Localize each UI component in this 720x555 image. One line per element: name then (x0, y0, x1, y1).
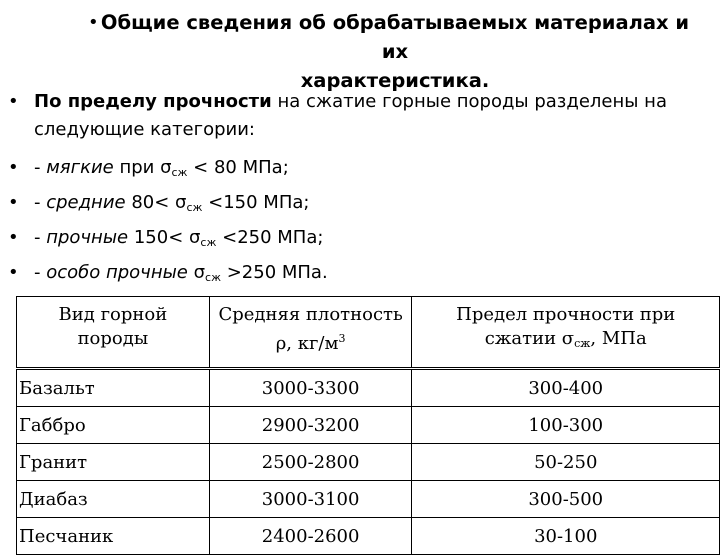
bullet-item-extra-strong (0, 258, 720, 287)
bullet-list (0, 88, 720, 293)
bullet-suffix: <150 МПа; (202, 192, 310, 213)
intro-text-2: следующие категории: (34, 119, 255, 140)
header-rock-type (17, 297, 210, 369)
bullet-mid: при σ (113, 157, 172, 178)
header-text-part: сжатии σ (484, 328, 575, 349)
header-text: Предел прочности при (456, 304, 676, 325)
bullet-suffix: >250 МПа. (220, 262, 328, 283)
table-header-row (17, 297, 720, 369)
strength-value: 50-250 (412, 444, 720, 481)
density-value: 2900-3200 (209, 407, 412, 444)
bullet-item-medium (0, 188, 720, 217)
bullet-item-intro (0, 88, 720, 144)
header-strength (412, 297, 720, 369)
category-name: средние (46, 192, 126, 213)
bullet-mid: σ (187, 262, 206, 283)
header-text: Средняя плотность (218, 304, 403, 325)
bullet-dot: • (8, 192, 19, 213)
title-bullet: • (88, 12, 99, 33)
page-title (30, 8, 700, 95)
header-sup: 3 (338, 332, 346, 345)
header-text (210, 327, 412, 356)
table-row (17, 481, 720, 518)
density-value: 2500-2800 (209, 444, 412, 481)
bullet-sub: сж (205, 271, 221, 284)
slide-title (30, 8, 700, 95)
bullet-prefix: - (34, 262, 47, 283)
table-row (17, 518, 720, 555)
title-line-1: Общие сведения об обрабатываемых материалах и их (100, 11, 690, 63)
strength-value: 300-500 (412, 481, 720, 518)
bullet-dot: • (8, 91, 19, 112)
bullet-sub: сж (200, 236, 217, 249)
bullet-prefix: - (34, 227, 47, 248)
title-line-2: характеристика. (300, 69, 490, 92)
bullet-dot: • (8, 262, 19, 283)
strength-value: 30-100 (412, 518, 720, 555)
table-row (17, 444, 720, 481)
bullet-suffix: <250 МПа; (216, 227, 324, 248)
bullet-dot: • (8, 227, 19, 248)
strength-value: 300-400 (412, 369, 720, 407)
density-value: 3000-3100 (209, 481, 412, 518)
header-text: Вид горной (58, 304, 168, 325)
density-value: 2400-2600 (209, 518, 412, 555)
rock-name: Гранит (17, 444, 210, 481)
category-name: особо прочные (46, 262, 188, 283)
table-row (17, 407, 720, 444)
header-text-part: , МПа (590, 328, 647, 349)
header-sub: сж (574, 337, 591, 350)
rock-name: Песчаник (17, 518, 210, 555)
bullet-item-strong (0, 223, 720, 252)
rock-name: Габбро (17, 407, 210, 444)
bullet-prefix: - (34, 192, 47, 213)
header-text-part: ρ, кг/м (275, 333, 339, 354)
bullet-mid: 150< σ (128, 227, 201, 248)
header-density (209, 297, 412, 369)
bullet-sub: сж (171, 166, 188, 179)
rock-name: Базальт (17, 369, 210, 407)
bullet-sub: сж (186, 201, 203, 214)
rock-name: Диабаз (17, 481, 210, 518)
bullet-prefix: - (34, 157, 47, 178)
bullet-suffix: < 80 МПа; (187, 157, 289, 178)
bullet-item-soft (0, 153, 720, 182)
intro-text-1: на сжатие горные породы разделены на (271, 91, 667, 112)
bullet-dot: • (8, 157, 19, 178)
density-value: 3000-3300 (209, 369, 412, 407)
strength-value: 100-300 (412, 407, 720, 444)
category-name: мягкие (46, 157, 114, 178)
intro-bold: По пределу прочности (34, 91, 272, 112)
category-name: прочные (46, 227, 129, 248)
bullet-mid: 80< σ (125, 192, 187, 213)
header-text (412, 327, 719, 351)
rock-properties-table (16, 296, 720, 555)
header-text: породы (77, 328, 149, 349)
table-row (17, 369, 720, 407)
